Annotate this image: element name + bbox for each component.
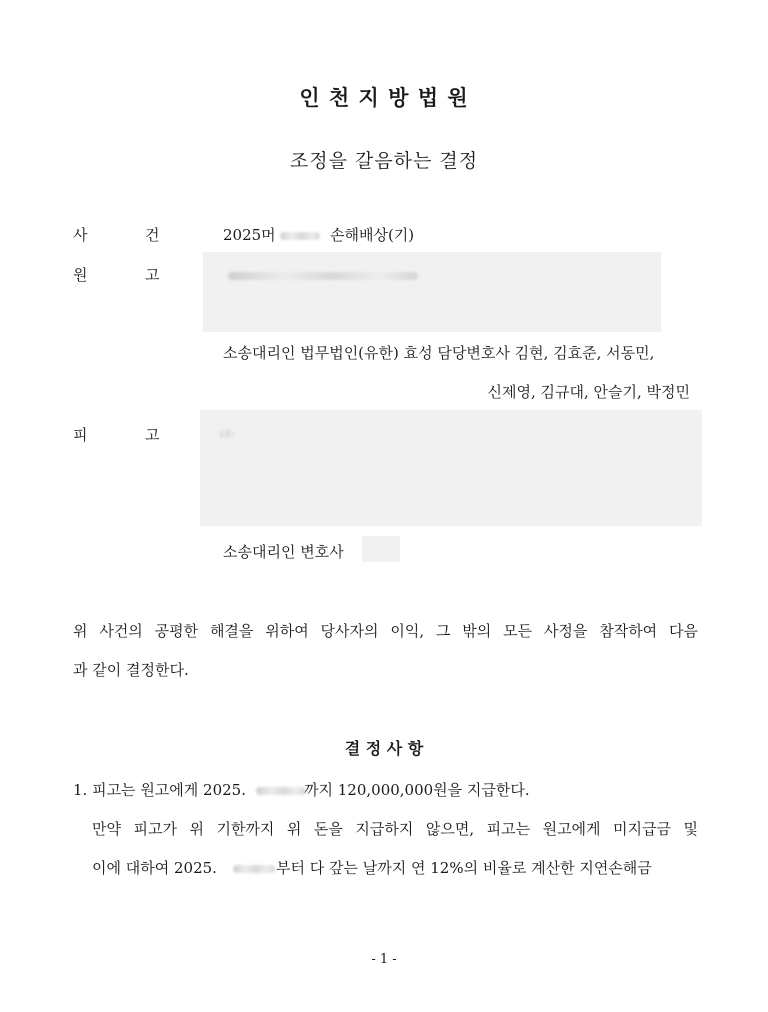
decision-item-1-suffix: 까지 120,000,000원을 지급한다. bbox=[304, 781, 530, 799]
redacted-defendant-attorney bbox=[362, 536, 400, 562]
decision-item-1-prefix: 1. 피고는 원고에게 2025. bbox=[73, 781, 246, 799]
document-title: 조정을 갈음하는 결정 bbox=[289, 150, 479, 172]
redacted-plaintiff-name bbox=[228, 272, 418, 280]
redacted-interest-start-date bbox=[233, 865, 275, 873]
decision-para-line-1: 만약 피고가 위 기한까지 위 돈을 지급하지 않으면, 피고는 원고에게 미지급금 및 bbox=[92, 820, 698, 838]
intro-line-1: 위 사건의 공평한 해결을 위하여 당사자의 이익, 그 밖의 모든 사정을 참작하여 다음 bbox=[73, 622, 698, 640]
decision-para-line-2-prefix: 이에 대하여 2025. bbox=[92, 859, 217, 877]
case-label-char-1: 사 bbox=[73, 226, 88, 244]
redacted-case-number bbox=[280, 232, 320, 240]
plaintiff-attorney-line-2: 신제영, 김규대, 안슬기, 박정민 bbox=[487, 383, 690, 401]
redacted-payment-date bbox=[256, 787, 306, 795]
defendant-label-char-1: 피 bbox=[73, 426, 88, 444]
decision-para-line-2-suffix: 부터 다 갚는 날까지 연 12%의 비율로 계산한 지연손해금 bbox=[276, 859, 652, 877]
decision-section-title: 결 정 사 항 bbox=[344, 739, 424, 758]
court-name: 인 천 지 방 법 원 bbox=[299, 86, 469, 110]
defendant-attorney-line: 소송대리인 변호사 bbox=[223, 543, 344, 561]
case-number-prefix: 2025머 bbox=[223, 226, 276, 244]
defendant-label-char-2: 고 bbox=[145, 426, 160, 444]
redacted-defendant-name bbox=[220, 430, 234, 438]
plaintiff-label-char-2: 고 bbox=[145, 266, 160, 284]
case-name: 손해배상(기) bbox=[330, 226, 415, 244]
plaintiff-attorney-line-1: 소송대리인 법무법인(유한) 효성 담당변호사 김현, 김효준, 서동민, bbox=[223, 344, 655, 362]
page-number: - 1 - bbox=[371, 952, 397, 967]
case-label-char-2: 건 bbox=[145, 226, 160, 244]
plaintiff-label-char-1: 원 bbox=[73, 266, 88, 284]
redacted-plaintiff-block bbox=[203, 252, 661, 332]
intro-line-2: 과 같이 결정한다. bbox=[73, 661, 189, 679]
redacted-defendant-block bbox=[200, 410, 702, 526]
